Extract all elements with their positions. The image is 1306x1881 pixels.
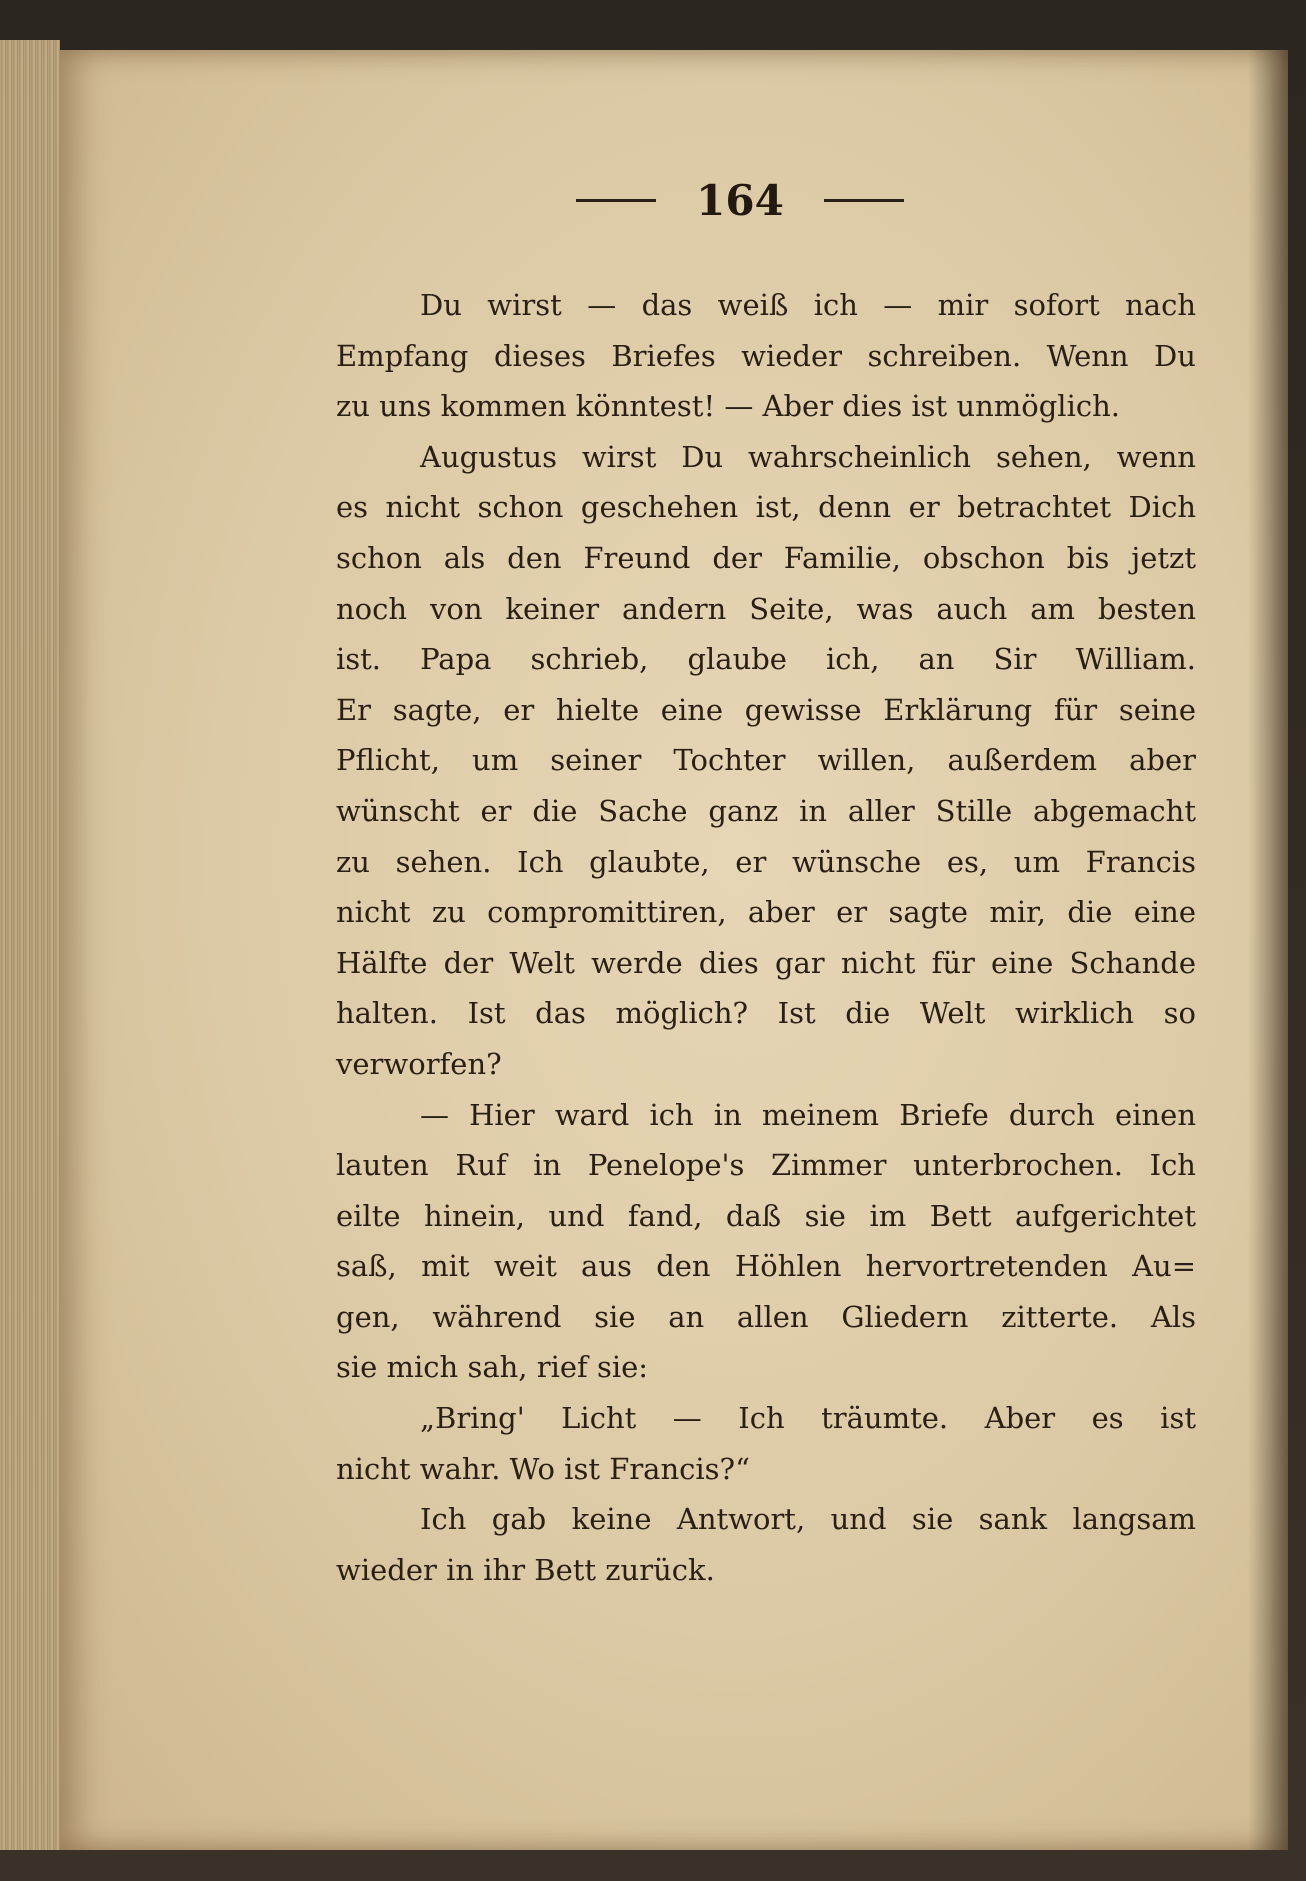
header-rule-right: [824, 199, 904, 202]
text-line: sie mich sah, rief sie:: [336, 1350, 649, 1385]
text-line: gen, während sie an allen Gliedern zitterte. Als: [336, 1299, 1196, 1334]
text-line: Du wirst — das weiß ich — mir sofort nach: [420, 288, 1196, 322]
text-line: „Bring' Licht — Ich träumte. Aber es ist: [420, 1401, 1196, 1436]
text-line: ist. Papa schrieb, glaube ich, an Sir William.: [336, 642, 1196, 677]
text-line: saß, mit weit aus den Höhlen hervortretenden Au=: [336, 1249, 1196, 1284]
text-line: Empfang dieses Briefes wieder schreiben. Wenn Du: [336, 338, 1196, 373]
text-line: halten. Ist das möglich? Ist die Welt wirklich so: [336, 996, 1196, 1031]
text-line: zu sehen. Ich glaubte, er wünsche es, um Francis: [336, 844, 1196, 879]
text-line: — Hier ward ich in meinem Briefe durch einen: [420, 1097, 1196, 1132]
text-line: lauten Ruf in Penelope's Zimmer unterbrochen. Ich: [336, 1148, 1196, 1183]
text-line: schon als den Freund der Familie, obschon bis jetzt: [336, 540, 1196, 575]
text-line: Pflicht, um seiner Tochter willen, außerdem aber: [336, 743, 1196, 778]
text-line: noch von keiner andern Seite, was auch am besten: [336, 591, 1196, 626]
text-line: nicht zu compromittiren, aber er sagte mir, die eine: [336, 895, 1196, 930]
text-line: verworfen?: [336, 1046, 502, 1081]
page-number: 164: [696, 175, 784, 225]
text-line: nicht wahr. Wo ist Francis?“: [336, 1451, 750, 1486]
text-line: wieder in ihr Bett zurück.: [336, 1552, 715, 1587]
text-line: Hälfte der Welt werde dies gar nicht für eine Schande: [336, 945, 1196, 980]
page-edges: [0, 40, 60, 1850]
text-line: eilte hinein, und fand, daß sie im Bett aufgerichtet: [336, 1198, 1196, 1233]
text-line: Augustus wirst Du wahrscheinlich sehen, wenn: [420, 439, 1196, 474]
header-rule-left: [576, 199, 656, 202]
text-line: Er sagte, er hielte eine gewisse Erklärung für seine: [336, 692, 1196, 727]
text-line: zu uns kommen könntest! — Aber dies ist unmöglich.: [336, 389, 1120, 424]
text-line: es nicht schon geschehen ist, denn er betrachtet Dich: [336, 490, 1196, 525]
text-line: Ich gab keine Antwort, und sie sank langsam: [420, 1502, 1196, 1537]
body-text: [336, 280, 1196, 1595]
text-line: wünscht er die Sache ganz in aller Stille abgemacht: [336, 793, 1196, 828]
page-header: [530, 170, 950, 230]
spine-shadow: [1248, 50, 1288, 1850]
